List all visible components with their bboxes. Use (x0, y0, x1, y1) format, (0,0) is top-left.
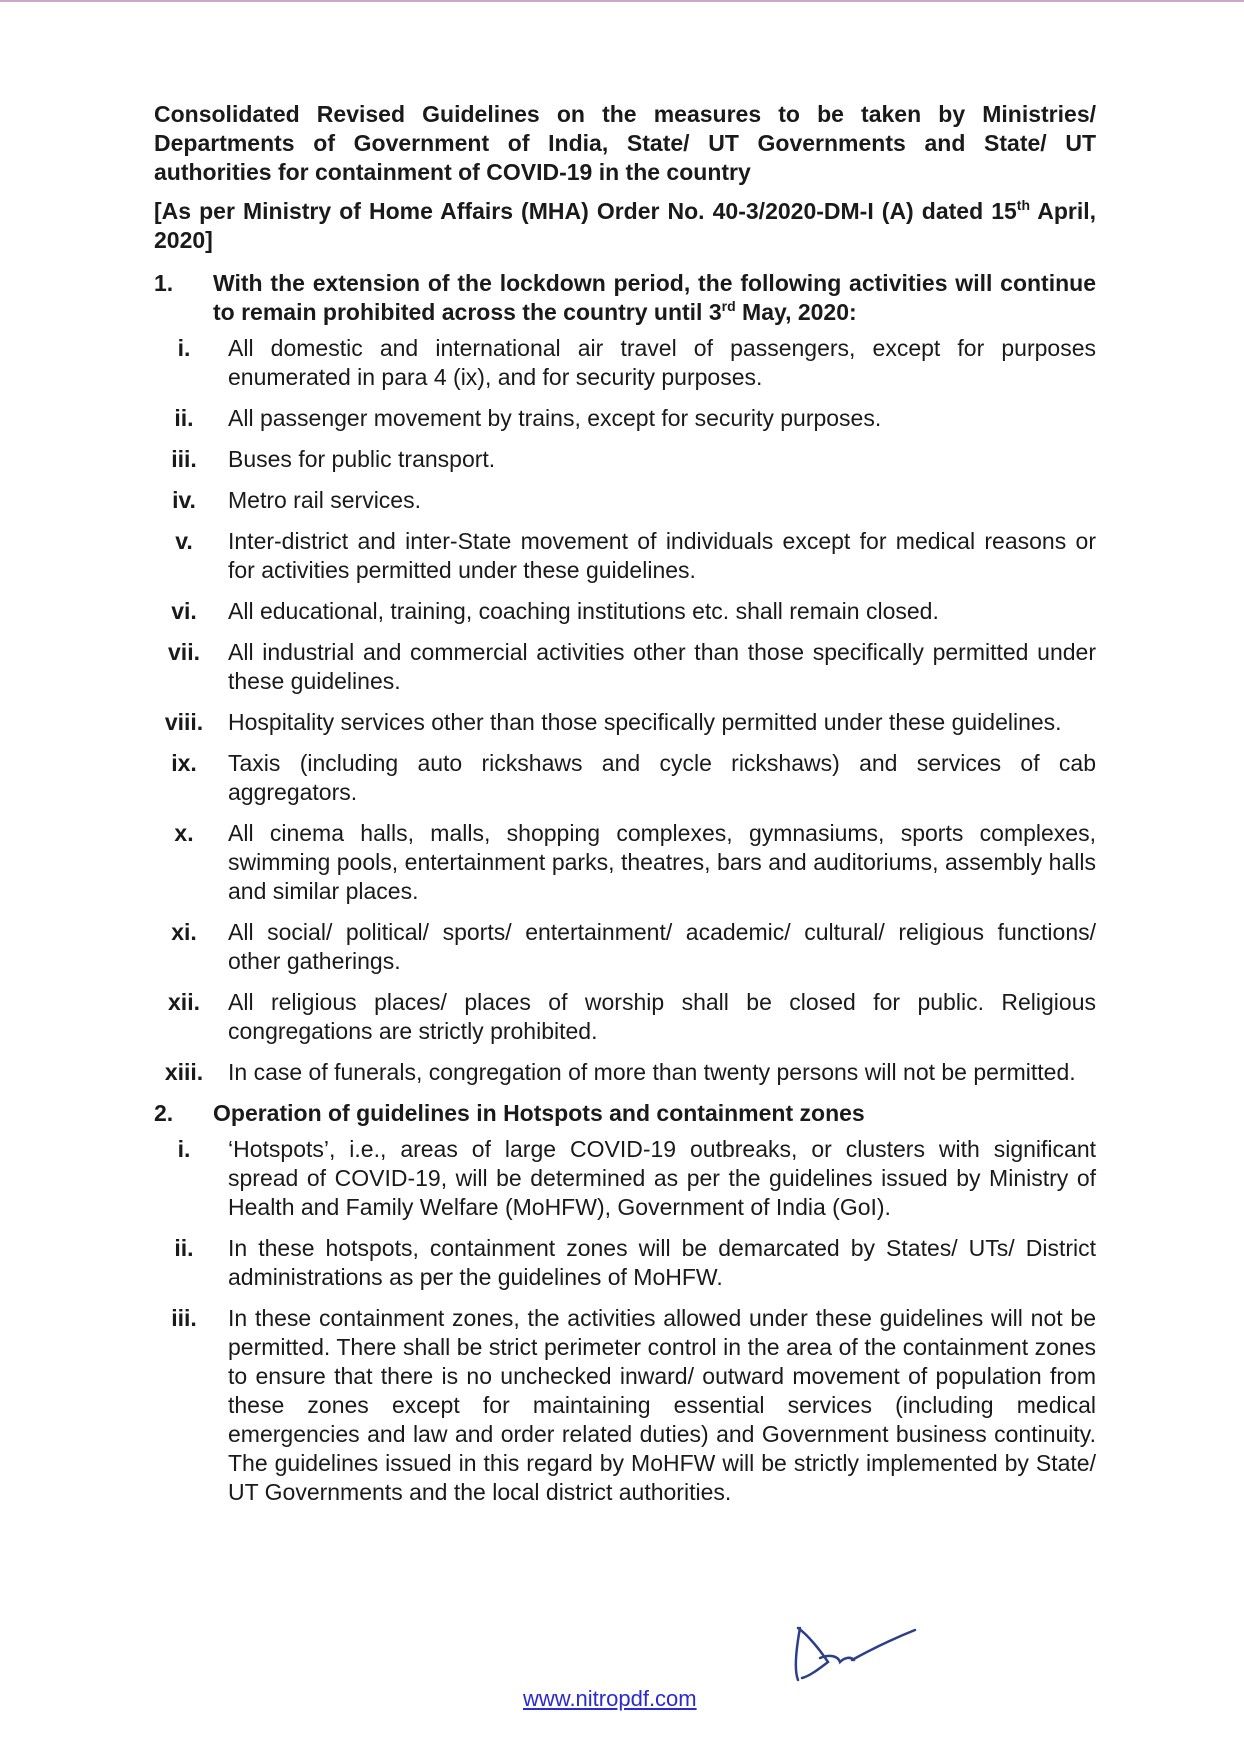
document-page (154, 100, 1096, 1519)
list-item-text: Hospitality services other than those specifically permitted under these guidelines. (228, 709, 1062, 735)
document-heading: Consolidated Revised Guidelines on the measures to be taken by Ministries/ Departments of Government of India, State/ UT Governments and State/ UT authorities for containment of COVID-19 in the country (154, 101, 1096, 185)
list-item-number: xii. (168, 989, 200, 1015)
section-2-heading (154, 1099, 1096, 1128)
section-1-title: With the extension of the lockdown period, the following activities will continue to remain prohibited across the country until 3rd May, 2020: (213, 270, 1096, 325)
order-reference (154, 197, 1096, 255)
list-item-text: In case of funerals, congregation of more than twenty persons will not be permitted. (228, 1059, 1076, 1085)
handwritten-signature-icon (790, 1610, 920, 1685)
list-item-text: In these hotspots, containment zones will be demarcated by States/ UTs/ District administrations as per the guidelines of MoHFW. (228, 1235, 1096, 1290)
order-end: April, 2020] (154, 198, 1096, 253)
section-1-list (154, 334, 1096, 1087)
list-item (154, 1058, 1096, 1087)
list-item-text: Taxis (including auto rickshaws and cycle rickshaws) and services of cab aggregators. (228, 750, 1096, 805)
list-item-number: i. (177, 1136, 191, 1162)
list-item-number: vii. (168, 639, 200, 665)
list-item-text: Metro rail services. (228, 487, 421, 513)
section-1-heading (154, 269, 1096, 327)
list-item-number: xi. (171, 919, 197, 945)
footer-link[interactable]: www.nitropdf.com (523, 1686, 697, 1711)
list-item (154, 597, 1096, 626)
list-item-number: iii. (171, 1305, 197, 1331)
list-item-number: x. (174, 820, 194, 846)
section-1-number: 1. (154, 270, 174, 296)
order-text: [As per Ministry of Home Affairs (MHA) Order No. 40-3/2020-DM-I (A) dated 15 (154, 198, 1017, 224)
list-item-text: All domestic and international air travel of passengers, except for purposes enumerated in para 4 (ix), and for security purposes. (228, 335, 1096, 390)
list-item-text: All educational, training, coaching institutions etc. shall remain closed. (228, 598, 939, 624)
list-item (154, 749, 1096, 807)
list-item-number: ix. (171, 750, 197, 776)
list-item-number: iii. (171, 446, 197, 472)
list-item-number: iv. (172, 487, 196, 513)
list-item (154, 708, 1096, 737)
list-item-text: All industrial and commercial activities other than those specifically permitted under these guidelines. (228, 639, 1096, 694)
list-item-number: ii. (174, 1235, 194, 1261)
list-item (154, 486, 1096, 515)
list-item (154, 334, 1096, 392)
list-item (154, 404, 1096, 433)
list-item (154, 445, 1096, 474)
list-item (154, 1304, 1096, 1507)
list-item-number: viii. (164, 709, 204, 735)
order-sup: th (1016, 197, 1030, 213)
section-2-list (154, 1135, 1096, 1507)
list-item-text: All passenger movement by trains, except for security purposes. (228, 405, 882, 431)
section-2-title: Operation of guidelines in Hotspots and containment zones (213, 1100, 865, 1126)
list-item (154, 918, 1096, 976)
list-item-text: Buses for public transport. (228, 446, 496, 472)
list-item (154, 527, 1096, 585)
list-item-text: Inter-district and inter-State movement of individuals except for medical reasons or for activities permitted under these guidelines. (228, 528, 1096, 583)
list-item-number: xiii. (164, 1059, 204, 1085)
list-item-number: ii. (174, 405, 194, 431)
list-item (154, 819, 1096, 906)
list-item-text: ‘Hotspots’, i.e., areas of large COVID-19 outbreaks, or clusters with significant spread of COVID-19, will be determined as per the guidelines issued by Ministry of Health and Family Welfare (MoHFW), Government of India (GoI). (228, 1136, 1096, 1220)
list-item-number: vi. (171, 598, 197, 624)
list-item (154, 1135, 1096, 1222)
list-item-text: All cinema halls, malls, shopping complexes, gymnasiums, sports complexes, swimming pools, entertainment parks, theatres, bars and auditoriums, assembly halls and similar places. (228, 820, 1096, 904)
list-item (154, 988, 1096, 1046)
list-item-text: All religious places/ places of worship shall be closed for public. Religious congregations are strictly prohibited. (228, 989, 1096, 1044)
list-item-text: In these containment zones, the activities allowed under these guidelines will not be permitted. There shall be strict perimeter control in the area of the containment zones to ensure that there is no unchecked inward/ outward movement of population from these zones except for maintaining essential services (including medical emergencies and law and order related duties) and Government business continuity. The guidelines issued in this regard by MoHFW will be strictly implemented by State/ UT Governments and the local district authorities. (228, 1305, 1096, 1505)
list-item-number: i. (177, 335, 191, 361)
list-item (154, 638, 1096, 696)
top-border (0, 0, 1244, 2)
list-item-text: All social/ political/ sports/ entertainment/ academic/ cultural/ religious functions/ other gatherings. (228, 919, 1096, 974)
list-item (154, 1234, 1096, 1292)
list-item-number: v. (175, 528, 193, 554)
section-2-number: 2. (154, 1100, 174, 1126)
